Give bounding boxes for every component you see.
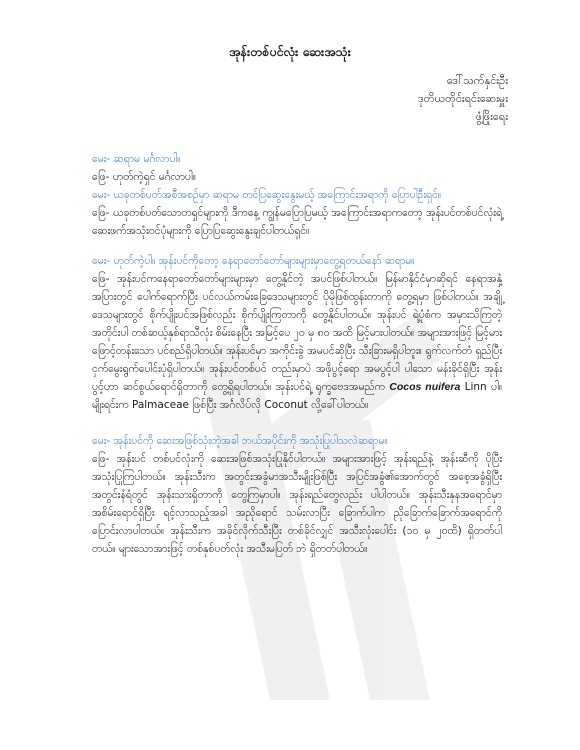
answer-text: ဖြေ- ဟုတ်ကဲ့ရှင် မင်္ဂလာပါ။: [92, 171, 196, 183]
answer-text: ဖြေ- အုန်းပင် တစ်ပင်လုံးကို ဆေးအဖြစ်အသုံးပြုနိုင်ပါတယ်။ အများအားဖြင့် အုန်းရည်နဲ့ အုန်းဆီကို ပိုပြီး အသုံးပြုကြပါတယ်။ အုန်းသီးက အတွင်းအခွံမာအသီးမျိုးဖြစ်ပြီး အပြင်အခွံ၏အောက်တွင် အစေ့အခွံရှိပြီး အတွင်းနံရံတွင် အုန်းသားရှိတာကို တွေ့ကြမှာပါ။ အုန်းရည်တွေလည်း ပါပါတယ်။ အုန်းသီးနုနအရောင်မှာ အစိမ်းရောင်ရှိပြီး ရင့်လာသည့်အခါ အညိုရောင် သမ်းလာပြီး ခြောက်ပါက ညိုခြောက်ခြောက်အရောင်ကို ပြောင်းလာပါတယ်။ အုန်းသီးက အခိုင်လိုက်သီးပြီး တစ်ခိုင်လျှင် အသီးလုံးပေါင်း (၁၀ မှ ၂၀ထိ) ရှိတတ်ပါတယ်။ များသောအားဖြင့် တစ်နှစ်ပတ်လုံး အသီးမပြတ် ဘဲ ရှိတတ်ပါတယ်။: [92, 453, 502, 555]
interview-content: [92, 150, 502, 558]
answer-text: [92, 270, 502, 414]
answer-tail: Linn ပါ။ မျိုးရင်းက Palmaceae ဖြစ်ပြီး အင်္ဂလိပ်လို Coconut လို့ခေါ်ပါတယ်။: [92, 381, 502, 411]
answer-text: ဖြေ- ယခုတစ်ပတ်သောတရှင်များကို ဒီကနေ့ ကျွန်မပြောပြမယ့် အကြောင်းအရာကတော့ အုန်းပင်တစ်ပင်လုံးရဲ့ ဆေးဖက်အသုံးဝင်ပုံများကို ပြောပြဆွေးနွေးချင်ပါတယ်ရှင်။: [92, 207, 502, 237]
document-title: အုန်းတစ်ပင်လုံး ဆေးအသုံး: [229, 44, 351, 59]
paragraph-gap: [92, 240, 502, 252]
author-role: ဒုတိယတိုင်းရင်းဆေးမှူး: [418, 92, 508, 105]
question-text: မေး- ဆရာမ မင်္ဂလာပါ။: [92, 153, 181, 165]
scientific-name: Cocos nuifera: [389, 381, 461, 393]
answer-body: ဖြေ- အုန်းပင်ကနေရာတော်တော်များများမှာ တွေ့နိုင်တဲ့ အပင်ဖြစ်ပါတယ်။ မြန်မာနိုင်ငံမှာဆိုရင် နေရာအနှံ့ အပြားတွင် ပေါက်ရောက်ပြီး ပင်လယ်ကမ်းခြေဒေသများတွင် ပိုမိုဖြစ်ထွန်းတာကို တွေ့ရမှာ ဖြစ်ပါတယ်။ အချို့ဒေသများတွင် စိုက်ပျိုးပင်အဖြစ်လည်း စိုက်ပျိုးကြတာကို တွေ့နိုင်ပါတယ်။ အုန်းပင် ရဲ့ပုံစံက အမှားသိကြတဲ့ အတိုင်းပါ တစ်ဆယ့်နှစ်ရာသီလုံး စိမ်းနေပြီး အမြင့်ပေ ၂၀ မှ ၈၀ အထိ မြင့်မားပါတယ်။ အများအားဖြင့် မြင့်မားဖြောင့်တန်းသော ပင်စည်ရှိပါတယ်။ အုန်းပင်မှာ အကိုင်းခွဲ အမပင်ဆိုပြီး သီးခြားမရှိပါဘူး။ ရွက်လက်တံ ရှည်ပြီး ငှက်မွေးရွက်ပေါင်းပုံရှိပါတယ်။ အုန်းပင်တစ်ပင် တည်းမှာပဲ အဖိုပွင့်ရော အမပွင့်ပါ ပါသော မန်းခိုင်ရှိပြီး အုန်းပွင့်ဟာ ဆင်စွယ်ရောင်ရှိတာကို တွေ့ရှိရပါတယ်။ အုန်းပင်ရဲ့ ရုက္ခဗေဒအမည်က: [92, 273, 502, 393]
question-text: မေး- အုန်းပင်ကို ဆေးအဖြစ်သုံးတဲ့အခါ ဘယ်အပိုင်းကို အသုံးပြုပါသလဲဆရာမ။: [92, 435, 388, 447]
question-text: မေး- ယခုတစ်ပတ်အစီအစဉ်မှာ ဆရာမ တင်ပြဆွေးနွေးမယ့် အကြောင်းအရာကို ပြောပါဦးရှင်။: [92, 189, 442, 201]
author-name: ဒေါ်သက်နှင်းဦး: [446, 74, 508, 87]
author-block: [418, 72, 508, 126]
question-text: မေး- ဟုတ်ကဲ့ပါ။ အုန်းပင်ကိုတော့ နေရာတော်တော်များများမှာတွေ့ရတယ်နော် ဆရာမ။: [92, 255, 415, 267]
paragraph-gap: [92, 414, 502, 432]
author-department: ဖွံ့ဖြိုးရေး: [475, 110, 508, 123]
